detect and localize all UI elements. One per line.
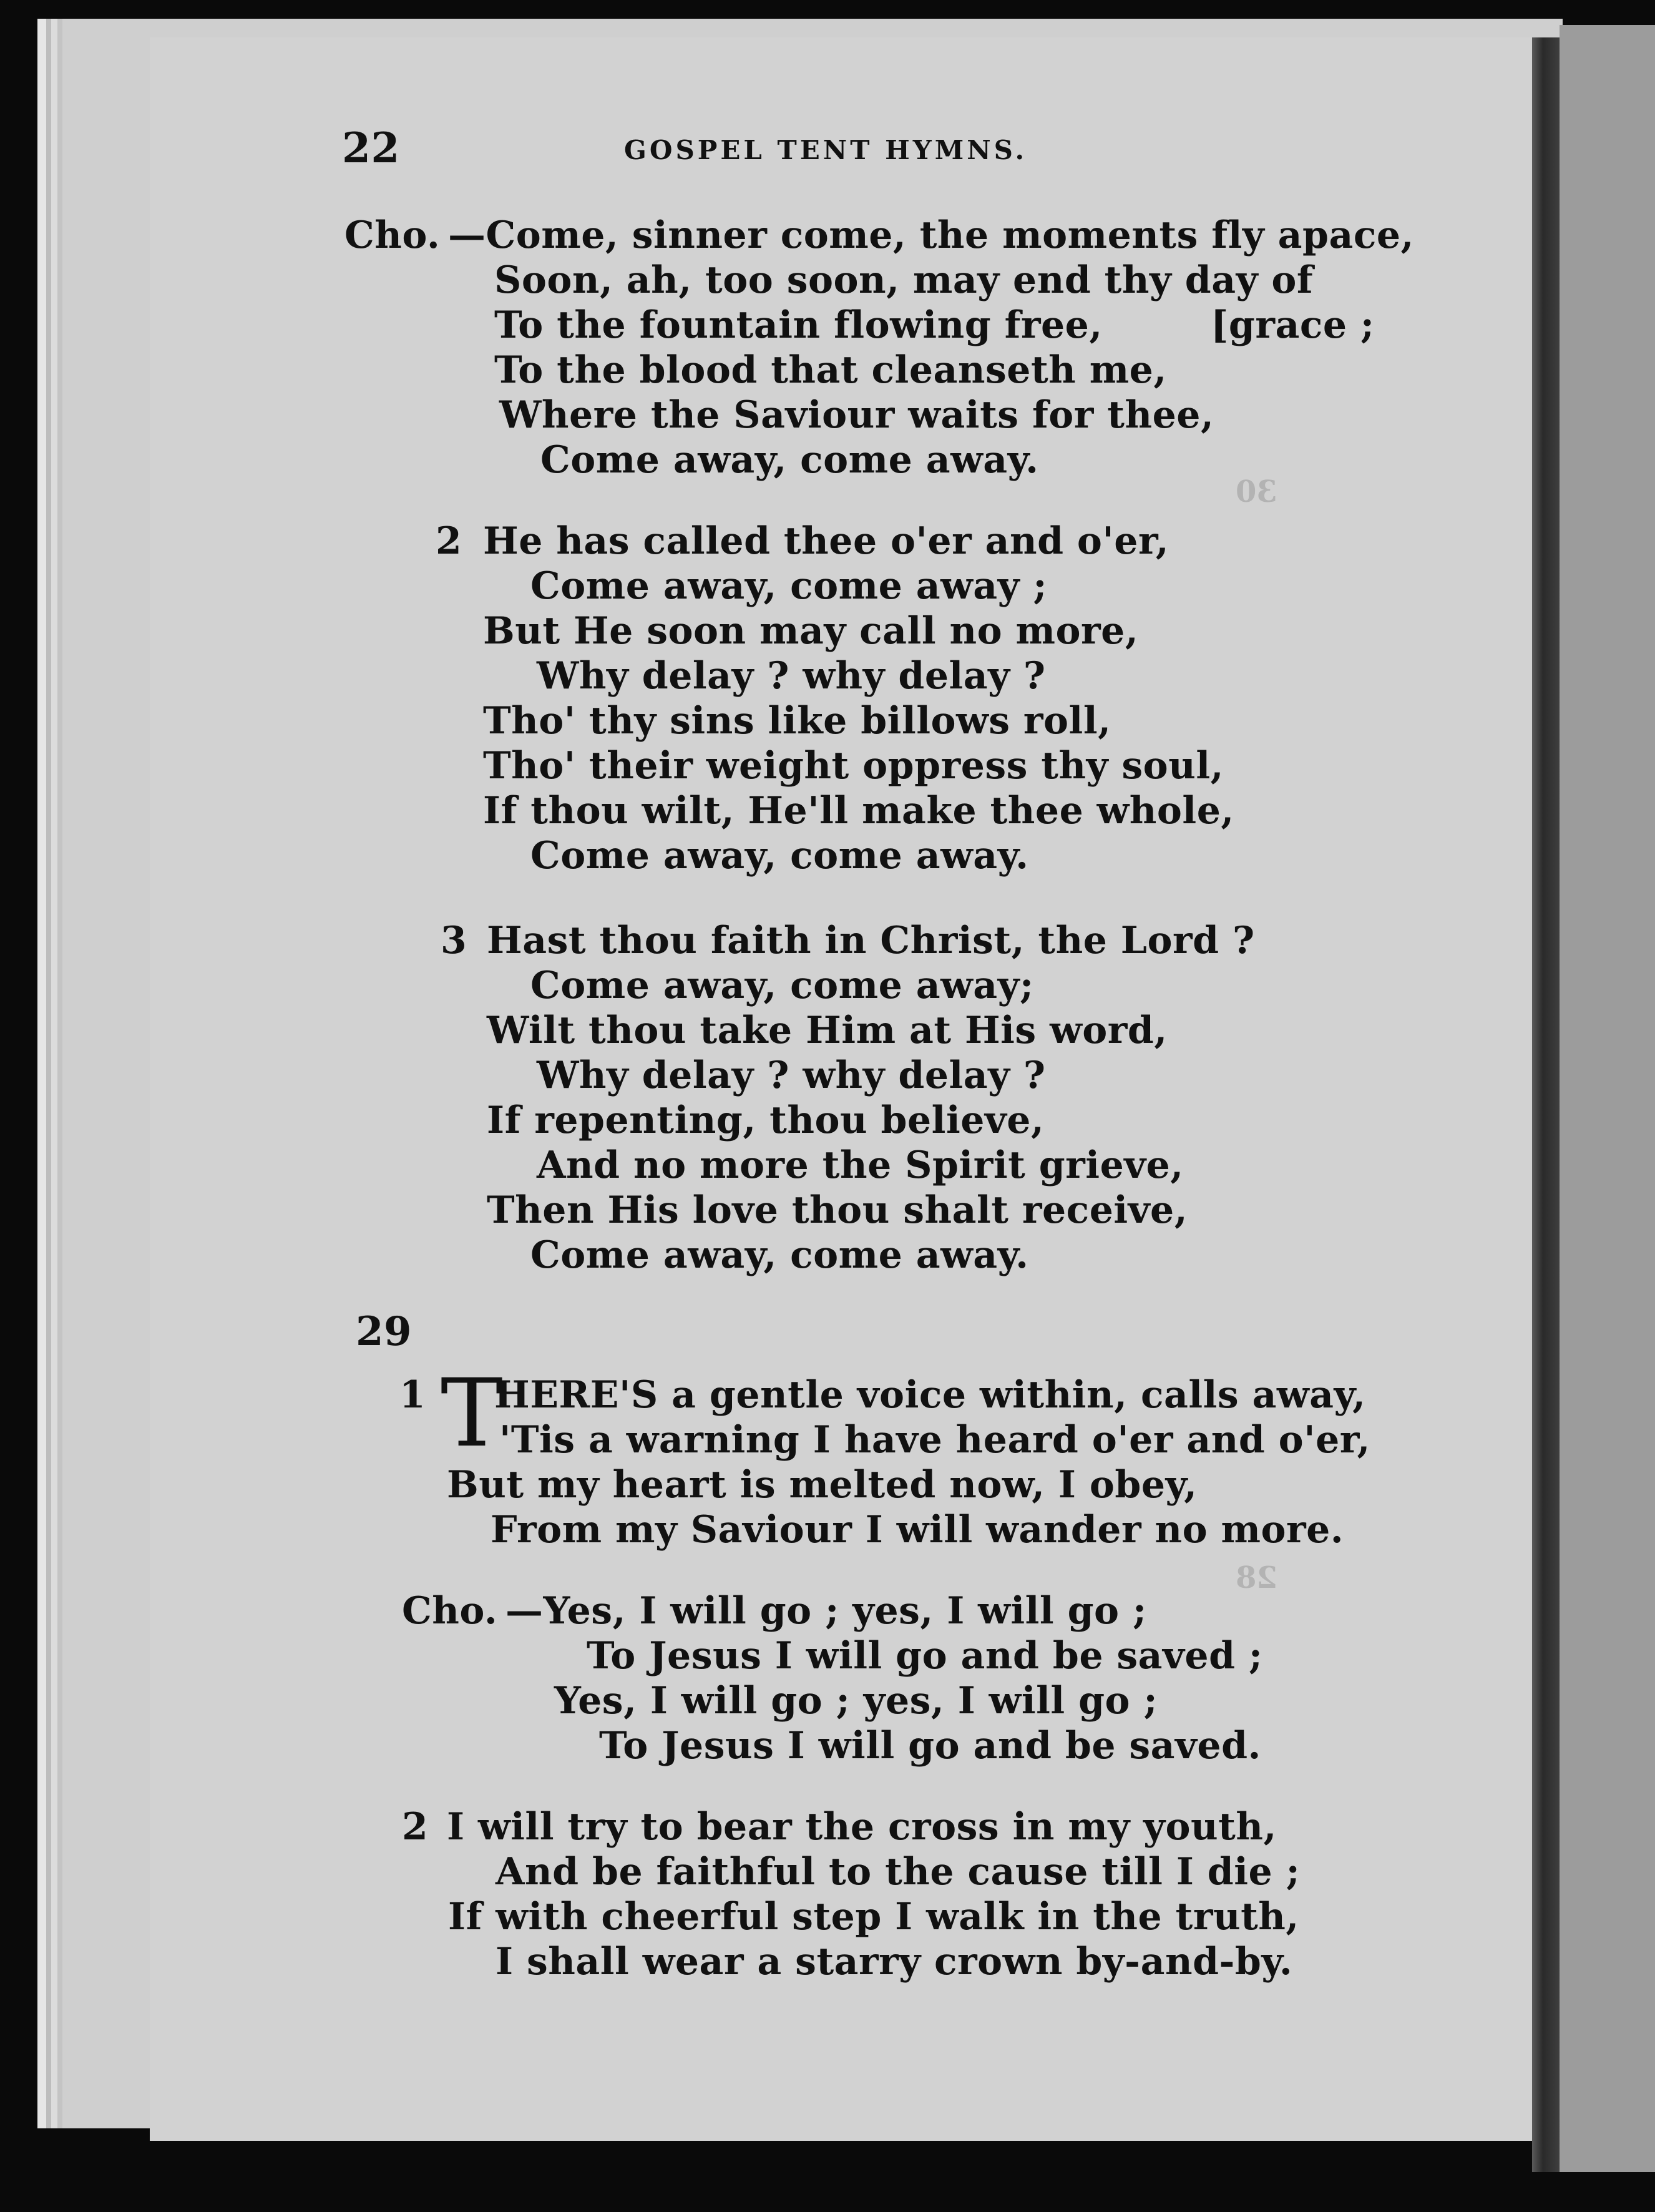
- chorus-line: Soon, ah, too soon, may end thy day of: [494, 258, 1314, 302]
- book-gutter: [1532, 37, 1560, 2172]
- verse-line: Tho' thy sins like billows roll,: [483, 699, 1111, 743]
- chorus-line: To Jesus I will go and be saved.: [599, 1724, 1261, 1768]
- verse-number: 1: [399, 1373, 426, 1417]
- show-through-mark: 30: [1236, 474, 1277, 509]
- verse-line: Come away, come away.: [530, 1233, 1029, 1277]
- verse-line: And no more the Spirit grieve,: [537, 1143, 1184, 1187]
- verse-line: HERE'S a gentle voice within, calls away,: [494, 1373, 1366, 1417]
- chorus-line: To the blood that cleanseth me,: [494, 348, 1167, 392]
- chorus-line: —Yes, I will go ; yes, I will go ;: [505, 1589, 1147, 1633]
- verse-line: He has called thee o'er and o'er,: [483, 519, 1169, 563]
- verse-line: Come away, come away.: [530, 834, 1029, 878]
- chorus-line: Yes, I will go ; yes, I will go ;: [554, 1679, 1158, 1723]
- verse-line: Tho' their weight oppress thy soul,: [483, 744, 1224, 788]
- verse-line: I shall wear a starry crown by-and-by.: [496, 1940, 1293, 1984]
- facing-page-edge: [1560, 25, 1655, 2172]
- chorus-line: To the fountain flowing free,: [494, 303, 1103, 347]
- verse-line: Come away, come away ;: [530, 564, 1048, 608]
- drop-cap: T: [441, 1359, 504, 1468]
- chorus-label: Cho.: [402, 1589, 498, 1633]
- page-number: 22: [342, 124, 400, 172]
- chorus-label: Cho.: [344, 213, 441, 257]
- verse-line: If with cheerful step I walk in the truth,: [448, 1895, 1299, 1939]
- verse-line: Then His love thou shalt receive,: [487, 1188, 1188, 1232]
- verse-line: Hast thou faith in Christ, the Lord ?: [487, 919, 1255, 962]
- chorus-line: Come away, come away.: [540, 438, 1039, 482]
- verse-line: Wilt thou take Him at His word,: [487, 1009, 1168, 1052]
- verse-line: 'Tis a warning I have heard o'er and o'er,: [499, 1418, 1370, 1462]
- chorus-line: To Jesus I will go and be saved ;: [587, 1634, 1263, 1678]
- chorus-line-carryover: [grace ;: [1211, 303, 1375, 347]
- verse-number: 2: [436, 519, 462, 563]
- verse-number: 3: [441, 919, 467, 962]
- verse-line: But my heart is melted now, I obey,: [447, 1463, 1198, 1507]
- verse-line: And be faithful to the cause till I die ;: [496, 1850, 1301, 1894]
- chorus-line: Where the Saviour waits for thee,: [499, 393, 1214, 437]
- verse-line: Why delay ? why delay ?: [537, 654, 1046, 698]
- verse-line: I will try to bear the cross in my youth,: [447, 1805, 1277, 1849]
- verse-number: 2: [402, 1805, 429, 1849]
- chorus-line: —Come, sinner come, the moments fly apace,: [448, 213, 1414, 257]
- verse-line: Come away, come away;: [530, 964, 1034, 1007]
- show-through-mark: 28: [1236, 1560, 1277, 1595]
- hymn-number: 29: [356, 1308, 413, 1355]
- verse-line: If thou wilt, He'll make thee whole,: [483, 789, 1234, 833]
- verse-line: If repenting, thou believe,: [487, 1099, 1045, 1142]
- running-title: GOSPEL TENT HYMNS.: [624, 135, 1028, 165]
- verse-line: But He soon may call no more,: [483, 609, 1139, 653]
- verse-line: Why delay ? why delay ?: [537, 1054, 1046, 1097]
- verse-line: From my Saviour I will wander no more.: [491, 1508, 1344, 1552]
